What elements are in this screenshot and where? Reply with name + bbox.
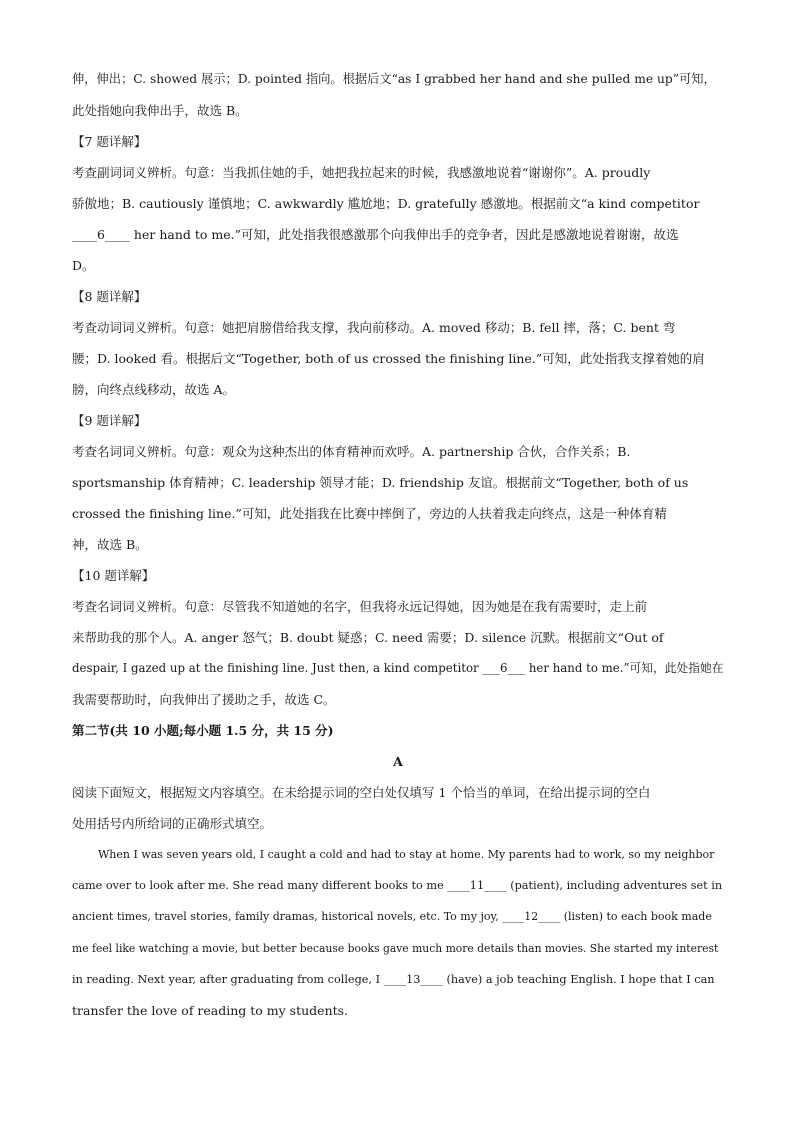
text-line: 考查副词词义辨析。句意：当我抓住她的手，她把我拉起来的时候，我感激地说着“谢谢你”。A. proudly bbox=[72, 165, 651, 180]
passage-line: came over to look after me. She read many different books to me ____11____ (patient), including adventures set in bbox=[72, 879, 723, 893]
text-line: 此处指她向我伸出手，故选 B。 bbox=[72, 103, 248, 118]
text-line: 考查名词词义辨析。句意：尽管我不知道她的名字，但我将永远记得她，因为她是在我有需要时，走上前 bbox=[72, 599, 648, 614]
text-line: ____6____ her hand to me.”可知，此处指我很感激那个向我伸出手的竞争者，因此是感激地说着谢谢，故选 bbox=[72, 227, 679, 242]
part-label: A bbox=[393, 754, 403, 769]
passage-line: When I was seven years old, I caught a cold and had to stay at home. My parents had to work, so my neighbor bbox=[98, 848, 715, 861]
text-line: 膀，向终点线移动，故选 A。 bbox=[72, 382, 236, 397]
text-line: crossed the finishing line.”可知，此处指我在比赛中摔倒了，旁边的人扶着我走向终点，这是一种体育精 bbox=[72, 506, 667, 521]
document-page bbox=[72, 64, 724, 1026]
reading-passage bbox=[72, 839, 724, 1026]
question-7-heading: 【7 题详解】 bbox=[72, 134, 147, 149]
text-line: 考查名词词义辨析。句意：观众为这种杰出的体育精神而欢呼。A. partnership 合伙，合作关系；B. bbox=[72, 444, 631, 459]
passage-line: in reading. Next year, after graduating from college, I ____13____ (have) a job teaching English. I hope that I can bbox=[72, 972, 715, 986]
text-line: despair, I gazed up at the finishing line. Just then, a kind competitor ___6___ her hand to me.”可知，此处指她在 bbox=[72, 661, 724, 675]
text-line: 腰；D. looked 看。根据后文“Together, both of us crossed the finishing line.”可知，此处指我支撑着她的肩 bbox=[72, 351, 705, 366]
text-line: 神，故选 B。 bbox=[72, 537, 148, 552]
question-8-heading: 【8 题详解】 bbox=[72, 289, 147, 304]
text-line: 骄傲地；B. cautiously 谨慎地；C. awkwardly 尴尬地；D. gratefully 感激地。根据前文“a kind competitor bbox=[72, 196, 700, 211]
question-10-heading: 【10 题详解】 bbox=[72, 568, 155, 583]
text-line: sportsmanship 体育精神；C. leadership 领导才能；D. friendship 友谊。根据前文“Together, both of us bbox=[72, 475, 689, 490]
text-line: D。 bbox=[72, 258, 95, 273]
instruction-line: 阅读下面短文，根据短文内容填空。在未给提示词的空白处仅填写 1 个恰当的单词，在给出提示词的空白 bbox=[72, 785, 651, 800]
section-title: 第二节(共 10 小题;每小题 1.5 分，共 15 分) bbox=[72, 723, 334, 738]
passage-line: ancient times, travel stories, family dramas, historical novels, etc. To my joy, ____12____ (listen) to each book made bbox=[72, 910, 712, 924]
text-line: 考查动词词义辨析。句意：她把肩膀借给我支撑，我向前移动。A. moved 移动；B. fell 摔，落；C. bent 弯 bbox=[72, 320, 676, 335]
text-line: 伸，伸出；C. showed 展示；D. pointed 指向。根据后文“as I grabbed her hand and she pulled me up”可知， bbox=[72, 72, 716, 86]
text-line: 来帮助我的那个人。A. anger 怒气；B. doubt 疑惑；C. need 需要；D. silence 沉默。根据前文“Out of bbox=[72, 630, 664, 645]
passage-line: me feel like watching a movie, but better because books gave much more details than movies. She started my interest bbox=[72, 941, 719, 955]
instruction-line: 处用括号内所给词的正确形式填空。 bbox=[72, 816, 273, 831]
text-line: 我需要帮助时，向我伸出了援助之手，故选 C。 bbox=[72, 692, 336, 707]
passage-line: transfer the love of reading to my students. bbox=[72, 1003, 349, 1019]
question-9-heading: 【9 题详解】 bbox=[72, 413, 147, 428]
